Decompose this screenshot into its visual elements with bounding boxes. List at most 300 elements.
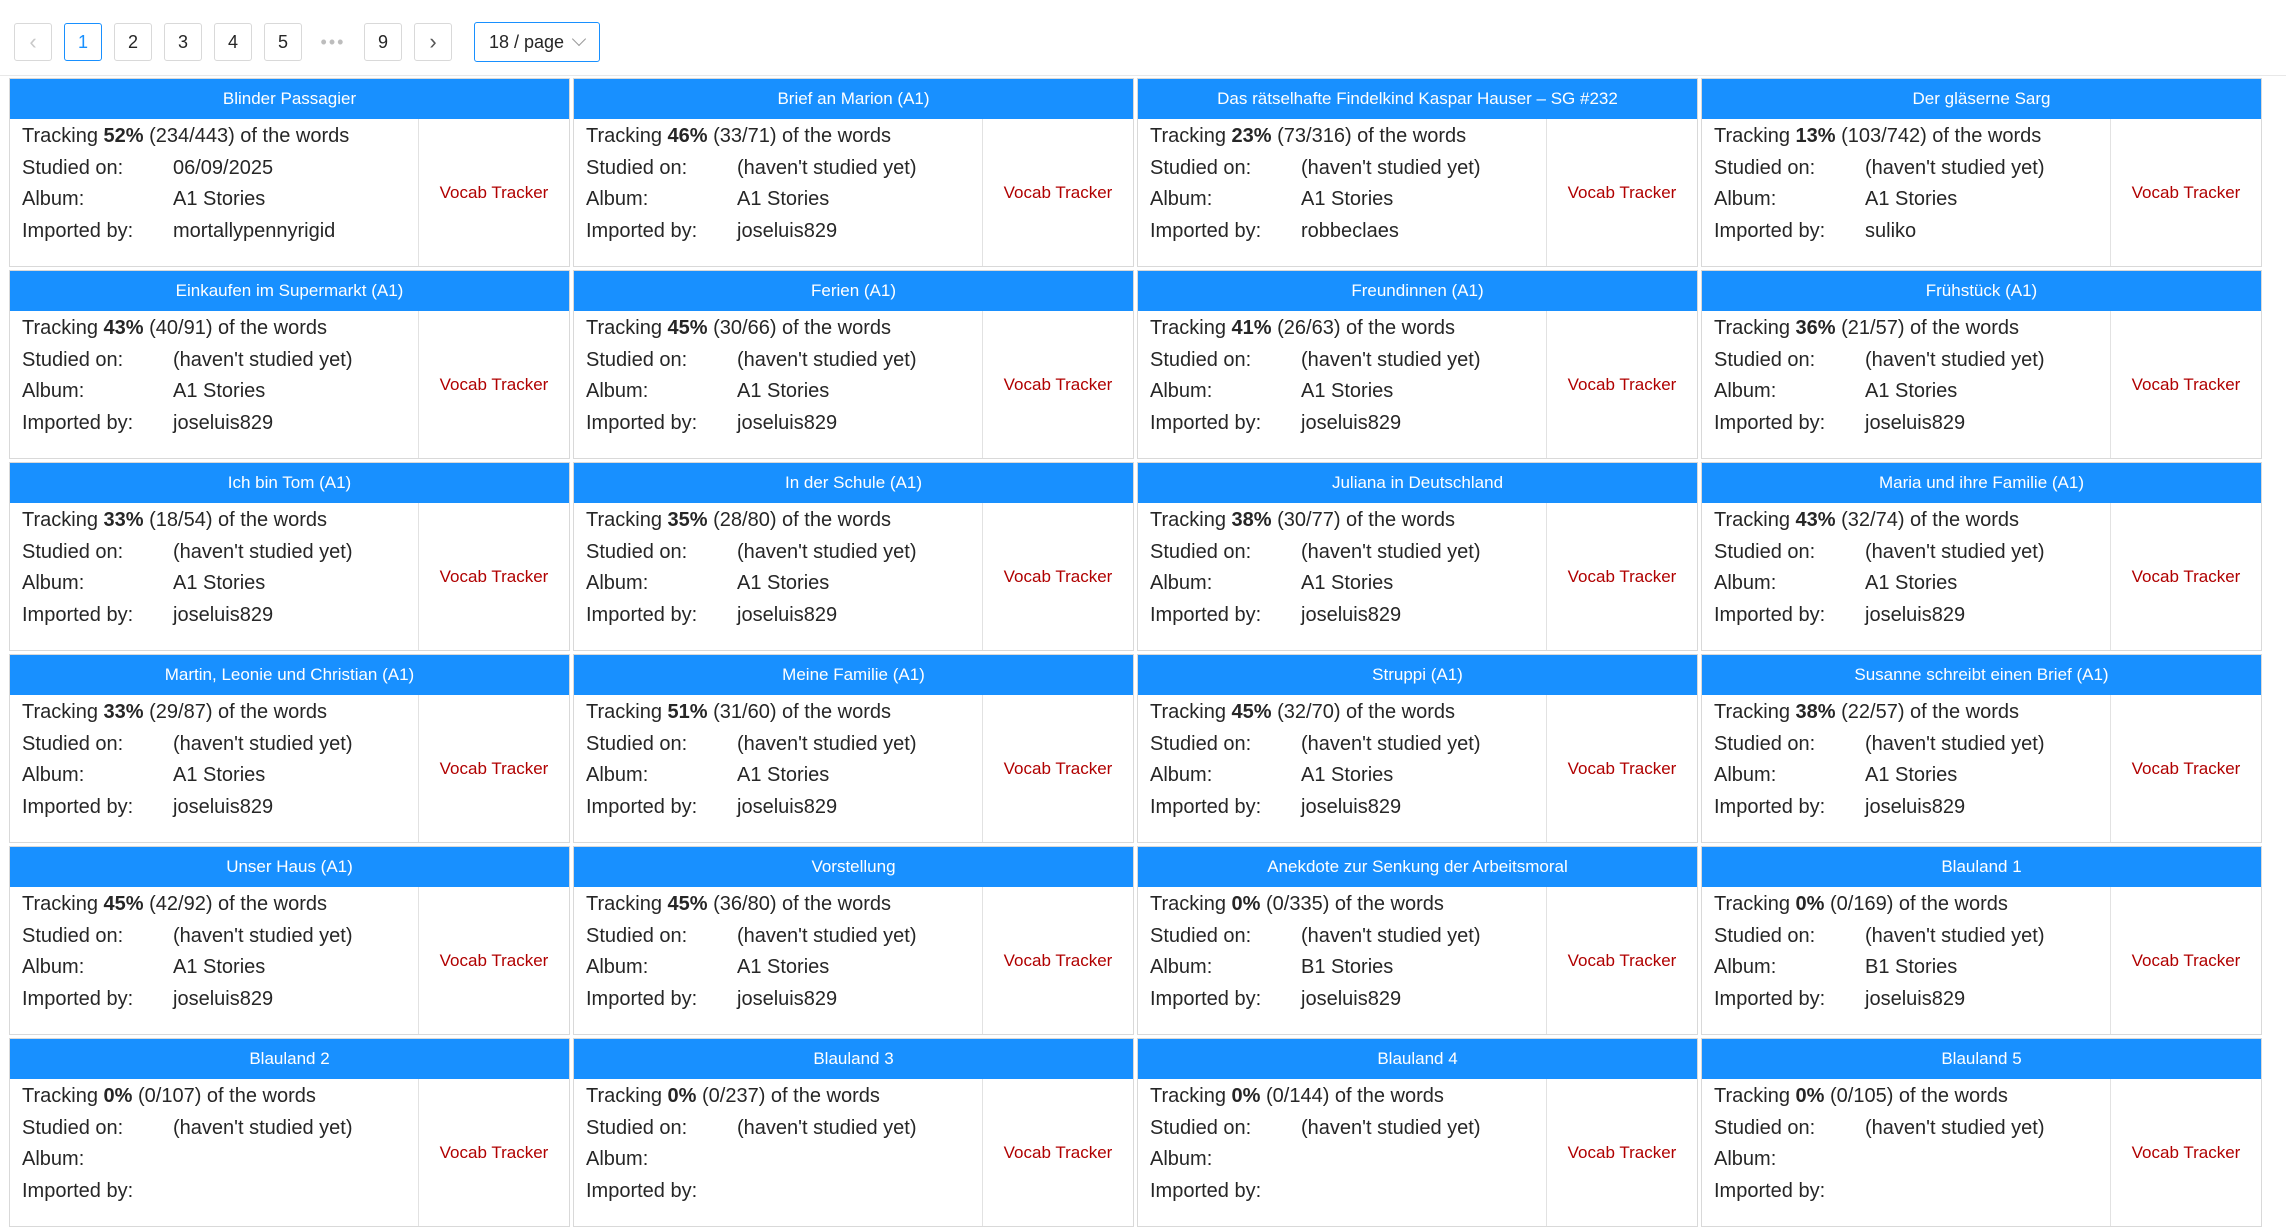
story-title[interactable]: Vorstellung (574, 847, 1133, 887)
album-row (586, 376, 982, 408)
tracking-counts: (0/335) (1265, 893, 1330, 915)
story-info (1138, 887, 1546, 1035)
tracking-counts: (234/443) (149, 125, 235, 147)
story-card (573, 654, 1134, 843)
story-card (1701, 270, 2262, 459)
studied-value: (haven't studied yet) (1301, 1116, 1481, 1139)
page-9-button[interactable]: 9 (364, 23, 402, 61)
tracking-percent: 0% (1795, 893, 1825, 915)
imported-row (1714, 792, 2110, 824)
vocab-tracker-link[interactable]: Vocab Tracker (982, 503, 1133, 651)
album-value: A1 Stories (1865, 764, 1958, 786)
studied-value: (haven't studied yet) (1301, 348, 1481, 371)
imported-row (586, 984, 982, 1016)
studied-label: Studied on: (586, 732, 688, 755)
album-row (1714, 952, 2110, 984)
tracking-suffix: of the words (770, 1085, 880, 1107)
studied-row (1714, 1113, 2110, 1145)
tracking-percent: 41% (1231, 317, 1272, 339)
imported-label: Imported by: (586, 987, 698, 1010)
story-title[interactable]: Blinder Passagier (10, 79, 569, 119)
vocab-tracker-link[interactable]: Vocab Tracker (1546, 119, 1697, 267)
tracking-row (1714, 889, 2110, 921)
imported-value: robbeclaes (1301, 219, 1399, 242)
studied-label: Studied on: (586, 156, 688, 179)
tracking-label: Tracking (22, 893, 98, 915)
imported-row (586, 792, 982, 824)
story-title[interactable]: Maria und ihre Familie (A1) (1702, 463, 2261, 503)
tracking-row (586, 697, 982, 729)
tracking-row (1714, 505, 2110, 537)
story-card (1137, 462, 1698, 651)
pagination (14, 23, 600, 61)
album-label: Album: (22, 956, 85, 978)
album-row (22, 184, 418, 216)
tracking-percent: 0% (1231, 893, 1261, 915)
album-value: A1 Stories (1301, 188, 1394, 210)
tracking-suffix: of the words (218, 893, 327, 915)
vocab-tracker-link[interactable]: Vocab Tracker (1546, 1079, 1697, 1227)
story-title[interactable]: Meine Familie (A1) (574, 655, 1133, 695)
vocab-tracker-link[interactable]: Vocab Tracker (2110, 695, 2261, 843)
story-info (574, 503, 982, 651)
story-info (574, 887, 982, 1035)
imported-value: joseluis829 (1301, 411, 1402, 434)
story-card (1137, 78, 1698, 267)
album-row (1714, 184, 2110, 216)
tracking-counts: (21/57) (1841, 317, 1905, 339)
tracking-suffix: of the words (1898, 893, 2008, 915)
vocab-tracker-link[interactable]: Vocab Tracker (1546, 695, 1697, 843)
vocab-tracker-link[interactable]: Vocab Tracker (418, 119, 569, 267)
vocab-tracker-link[interactable]: Vocab Tracker (2110, 887, 2261, 1035)
story-title[interactable]: Blauland 4 (1138, 1039, 1697, 1079)
tracking-suffix: of the words (782, 317, 891, 339)
album-row (586, 568, 982, 600)
story-title[interactable]: Anekdote zur Senkung der Arbeitsmoral (1138, 847, 1697, 887)
album-row (1150, 184, 1546, 216)
tracking-label: Tracking (1150, 509, 1226, 531)
imported-label: Imported by: (1150, 987, 1262, 1010)
studied-row (1150, 1113, 1546, 1145)
story-card (1137, 1038, 1698, 1227)
tracking-label: Tracking (1150, 125, 1226, 147)
tracking-label: Tracking (586, 125, 662, 147)
imported-value: mortallypennyrigid (173, 219, 336, 242)
album-label: Album: (1150, 764, 1213, 786)
imported-row (1150, 408, 1546, 440)
album-label: Album: (586, 380, 649, 402)
studied-row (1150, 729, 1546, 761)
story-info (1138, 311, 1546, 459)
story-title[interactable]: Susanne schreibt einen Brief (A1) (1702, 655, 2261, 695)
next-page-button[interactable] (414, 23, 452, 61)
page-5-button[interactable]: 5 (264, 23, 302, 61)
imported-label: Imported by: (22, 603, 134, 626)
story-info (10, 503, 418, 651)
album-value: B1 Stories (1301, 956, 1394, 978)
album-value: A1 Stories (1301, 764, 1394, 786)
tracking-counts: (0/237) (701, 1085, 766, 1107)
story-info (10, 119, 418, 267)
tracking-row (1150, 505, 1546, 537)
studied-row (22, 729, 418, 761)
studied-row (586, 729, 982, 761)
tracking-percent: 52% (103, 125, 144, 147)
imported-value: joseluis829 (737, 603, 838, 626)
tracking-counts: (0/144) (1265, 1085, 1330, 1107)
imported-row (1714, 216, 2110, 248)
tracking-percent: 45% (667, 317, 708, 339)
album-row (22, 568, 418, 600)
imported-row (22, 408, 418, 440)
tracking-row (1714, 1081, 2110, 1113)
tracking-row (1150, 1081, 1546, 1113)
vocab-tracker-link[interactable]: Vocab Tracker (982, 119, 1133, 267)
imported-value: joseluis829 (1865, 603, 1966, 626)
studied-row (586, 537, 982, 569)
story-card (9, 78, 570, 267)
tracking-suffix: of the words (782, 893, 891, 915)
story-info (10, 1079, 418, 1227)
album-label: Album: (22, 188, 85, 210)
studied-value: (haven't studied yet) (1865, 924, 2045, 947)
imported-value: joseluis829 (173, 411, 274, 434)
album-label: Album: (586, 572, 649, 594)
tracking-suffix: of the words (1910, 509, 2019, 531)
studied-value: (haven't studied yet) (173, 348, 353, 371)
tracking-suffix: of the words (218, 509, 327, 531)
story-info (10, 695, 418, 843)
tracking-counts: (32/70) (1277, 701, 1341, 723)
story-title[interactable]: Ferien (A1) (574, 271, 1133, 311)
studied-row (1714, 729, 2110, 761)
studied-row (586, 1113, 982, 1145)
imported-label: Imported by: (1150, 603, 1262, 626)
album-label: Album: (22, 572, 85, 594)
story-title[interactable]: Blauland 2 (10, 1039, 569, 1079)
studied-label: Studied on: (1714, 540, 1816, 563)
studied-value: (haven't studied yet) (737, 732, 917, 755)
studied-row (22, 921, 418, 953)
story-title[interactable]: Juliana in Deutschland (1138, 463, 1697, 503)
imported-label: Imported by: (22, 411, 134, 434)
tracking-suffix: of the words (1910, 701, 2019, 723)
tracking-label: Tracking (1714, 125, 1790, 147)
page-1-button[interactable]: 1 (64, 23, 102, 61)
tracking-counts: (22/57) (1841, 701, 1905, 723)
album-row (1150, 952, 1546, 984)
studied-row (1150, 153, 1546, 185)
vocab-tracker-link[interactable]: Vocab Tracker (418, 1079, 569, 1227)
album-row (22, 760, 418, 792)
story-title[interactable]: Frühstück (A1) (1702, 271, 2261, 311)
story-card (1701, 1038, 2262, 1227)
chevron-down-icon (572, 32, 586, 46)
imported-row (1150, 216, 1546, 248)
studied-label: Studied on: (22, 924, 124, 947)
vocab-tracker-link[interactable]: Vocab Tracker (982, 887, 1133, 1035)
vocab-tracker-link[interactable]: Vocab Tracker (418, 695, 569, 843)
tracking-percent: 45% (1231, 701, 1272, 723)
tracking-row (586, 505, 982, 537)
tracking-label: Tracking (586, 701, 662, 723)
page-size-select[interactable] (474, 22, 600, 62)
imported-value: joseluis829 (1865, 795, 1966, 818)
vocab-tracker-link[interactable]: Vocab Tracker (418, 887, 569, 1035)
story-info (1702, 311, 2110, 459)
story-info (1138, 119, 1546, 267)
tracking-label: Tracking (586, 893, 662, 915)
vocab-tracker-link[interactable]: Vocab Tracker (1546, 311, 1697, 459)
story-info (1702, 887, 2110, 1035)
tracking-suffix: of the words (206, 1085, 316, 1107)
tracking-suffix: of the words (218, 701, 327, 723)
imported-row (586, 1176, 982, 1208)
album-label: Album: (1714, 572, 1777, 594)
story-info (1138, 695, 1546, 843)
tracking-label: Tracking (1150, 317, 1226, 339)
page-2-button[interactable]: 2 (114, 23, 152, 61)
album-row (1714, 376, 2110, 408)
album-value: A1 Stories (737, 956, 830, 978)
tracking-row (1150, 889, 1546, 921)
imported-row (1150, 792, 1546, 824)
tracking-counts: (18/54) (149, 509, 213, 531)
tracking-counts: (31/60) (713, 701, 777, 723)
vocab-tracker-link[interactable]: Vocab Tracker (982, 311, 1133, 459)
album-row (22, 376, 418, 408)
jump-next-ellipsis[interactable]: ••• (320, 31, 346, 52)
tracking-counts: (73/316) (1277, 125, 1352, 147)
album-label: Album: (22, 380, 85, 402)
studied-row (586, 921, 982, 953)
tracking-counts: (30/66) (713, 317, 777, 339)
imported-value: joseluis829 (737, 987, 838, 1010)
vocab-tracker-link[interactable]: Vocab Tracker (418, 311, 569, 459)
story-title[interactable]: Der gläserne Sarg (1702, 79, 2261, 119)
imported-label: Imported by: (586, 1179, 698, 1202)
imported-value: joseluis829 (173, 987, 274, 1010)
imported-label: Imported by: (1714, 219, 1826, 242)
story-card (9, 270, 570, 459)
imported-label: Imported by: (1150, 219, 1262, 242)
imported-row (1714, 600, 2110, 632)
imported-label: Imported by: (1714, 795, 1826, 818)
studied-row (1150, 921, 1546, 953)
studied-label: Studied on: (22, 732, 124, 755)
story-title[interactable]: Blauland 5 (1702, 1039, 2261, 1079)
tracking-label: Tracking (1150, 1085, 1226, 1107)
studied-label: Studied on: (22, 1116, 124, 1139)
imported-value: joseluis829 (1301, 987, 1402, 1010)
story-title[interactable]: Freundinnen (A1) (1138, 271, 1697, 311)
story-card (1701, 462, 2262, 651)
tracking-counts: (33/71) (713, 125, 777, 147)
tracking-row (586, 889, 982, 921)
album-value: A1 Stories (173, 764, 266, 786)
page-4-button[interactable]: 4 (214, 23, 252, 61)
imported-label: Imported by: (1714, 411, 1826, 434)
vocab-tracker-link[interactable]: Vocab Tracker (2110, 503, 2261, 651)
studied-row (586, 153, 982, 185)
album-label: Album: (1714, 956, 1777, 978)
tracking-counts: (0/105) (1829, 1085, 1894, 1107)
imported-row (22, 600, 418, 632)
story-info (1702, 1079, 2110, 1227)
album-label: Album: (22, 1148, 85, 1170)
tracking-label: Tracking (586, 509, 662, 531)
studied-label: Studied on: (22, 156, 124, 179)
album-value: A1 Stories (737, 572, 830, 594)
studied-value: (haven't studied yet) (737, 540, 917, 563)
story-card (573, 78, 1134, 267)
divider (0, 75, 2286, 76)
chevron-left-icon: ‹ (29, 29, 37, 54)
studied-value: (haven't studied yet) (1865, 1116, 2045, 1139)
vocab-tracker-link[interactable]: Vocab Tracker (1546, 503, 1697, 651)
story-title[interactable]: Ich bin Tom (A1) (10, 463, 569, 503)
tracking-label: Tracking (22, 509, 98, 531)
studied-row (22, 153, 418, 185)
story-title[interactable]: Struppi (A1) (1138, 655, 1697, 695)
studied-label: Studied on: (1714, 924, 1816, 947)
tracking-suffix: of the words (1346, 701, 1455, 723)
tracking-row (1714, 313, 2110, 345)
story-title[interactable]: Das rätselhafte Findelkind Kaspar Hauser – SG #232 (1138, 79, 1697, 119)
tracking-label: Tracking (1714, 701, 1790, 723)
imported-value: joseluis829 (737, 219, 838, 242)
imported-row (1714, 408, 2110, 440)
tracking-percent: 43% (1795, 509, 1836, 531)
tracking-label: Tracking (1714, 1085, 1790, 1107)
album-value: A1 Stories (173, 188, 266, 210)
tracking-percent: 51% (667, 701, 708, 723)
story-card (9, 462, 570, 651)
imported-label: Imported by: (1714, 1179, 1826, 1202)
story-card (573, 270, 1134, 459)
story-title[interactable]: Brief an Marion (A1) (574, 79, 1133, 119)
imported-label: Imported by: (1150, 411, 1262, 434)
imported-row (586, 408, 982, 440)
story-title[interactable]: Blauland 3 (574, 1039, 1133, 1079)
studied-value: (haven't studied yet) (1865, 540, 2045, 563)
story-info (574, 1079, 982, 1227)
studied-value: (haven't studied yet) (737, 156, 917, 179)
tracking-suffix: of the words (1910, 317, 2019, 339)
tracking-row (22, 889, 418, 921)
album-value: A1 Stories (173, 572, 266, 594)
tracking-suffix: of the words (218, 317, 327, 339)
studied-value: (haven't studied yet) (1865, 732, 2045, 755)
vocab-tracker-link[interactable]: Vocab Tracker (2110, 1079, 2261, 1227)
tracking-row (1714, 697, 2110, 729)
story-title[interactable]: Einkaufen im Supermarkt (A1) (10, 271, 569, 311)
story-card (1137, 270, 1698, 459)
imported-value: joseluis829 (173, 795, 274, 818)
imported-label: Imported by: (586, 795, 698, 818)
story-card (9, 654, 570, 843)
album-label: Album: (1150, 380, 1213, 402)
imported-row (1714, 984, 2110, 1016)
album-label: Album: (22, 764, 85, 786)
tracking-percent: 43% (103, 317, 144, 339)
tracking-suffix: of the words (1898, 1085, 2008, 1107)
prev-page-button[interactable] (14, 23, 52, 61)
story-title[interactable]: Martin, Leonie und Christian (A1) (10, 655, 569, 695)
studied-row (1150, 537, 1546, 569)
tracking-percent: 36% (1795, 317, 1836, 339)
album-row (586, 952, 982, 984)
story-title[interactable]: Blauland 1 (1702, 847, 2261, 887)
page-3-button[interactable]: 3 (164, 23, 202, 61)
story-card (9, 1038, 570, 1227)
tracking-counts: (42/92) (149, 893, 213, 915)
studied-row (1150, 345, 1546, 377)
story-title[interactable]: In der Schule (A1) (574, 463, 1133, 503)
imported-label: Imported by: (1150, 1179, 1262, 1202)
story-info (1702, 695, 2110, 843)
album-row (1150, 568, 1546, 600)
tracking-percent: 33% (103, 701, 144, 723)
vocab-tracker-link[interactable]: Vocab Tracker (2110, 119, 2261, 267)
studied-value: (haven't studied yet) (173, 732, 353, 755)
studied-value: (haven't studied yet) (1301, 540, 1481, 563)
story-title[interactable]: Unser Haus (A1) (10, 847, 569, 887)
story-card (9, 846, 570, 1035)
imported-row (22, 792, 418, 824)
studied-value: (haven't studied yet) (173, 540, 353, 563)
imported-value: joseluis829 (1865, 411, 1966, 434)
imported-row (586, 600, 982, 632)
tracking-percent: 0% (1231, 1085, 1261, 1107)
studied-label: Studied on: (1150, 156, 1252, 179)
tracking-percent: 35% (667, 509, 708, 531)
story-card (1701, 654, 2262, 843)
tracking-suffix: of the words (782, 509, 891, 531)
vocab-tracker-link[interactable]: Vocab Tracker (418, 503, 569, 651)
tracking-percent: 45% (667, 893, 708, 915)
tracking-percent: 13% (1795, 125, 1836, 147)
tracking-suffix: of the words (240, 125, 350, 147)
vocab-tracker-link[interactable]: Vocab Tracker (2110, 311, 2261, 459)
album-value: A1 Stories (737, 188, 830, 210)
tracking-suffix: of the words (1357, 125, 1467, 147)
tracking-counts: (28/80) (713, 509, 777, 531)
tracking-row (22, 505, 418, 537)
studied-value: (haven't studied yet) (1301, 924, 1481, 947)
tracking-counts: (103/742) (1841, 125, 1927, 147)
story-info (574, 695, 982, 843)
studied-label: Studied on: (586, 348, 688, 371)
imported-row (1150, 1176, 1546, 1208)
story-card (1137, 846, 1698, 1035)
imported-value: suliko (1865, 219, 1917, 242)
story-info (1138, 1079, 1546, 1227)
studied-label: Studied on: (1150, 924, 1252, 947)
vocab-tracker-link[interactable]: Vocab Tracker (1546, 887, 1697, 1035)
tracking-percent: 23% (1231, 125, 1272, 147)
album-value: B1 Stories (1865, 956, 1958, 978)
tracking-row (22, 121, 418, 153)
imported-label: Imported by: (22, 1179, 134, 1202)
album-value: A1 Stories (1301, 572, 1394, 594)
tracking-suffix: of the words (782, 701, 891, 723)
tracking-suffix: of the words (1334, 1085, 1444, 1107)
vocab-tracker-link[interactable]: Vocab Tracker (982, 1079, 1133, 1227)
tracking-label: Tracking (1150, 701, 1226, 723)
vocab-tracker-link[interactable]: Vocab Tracker (982, 695, 1133, 843)
